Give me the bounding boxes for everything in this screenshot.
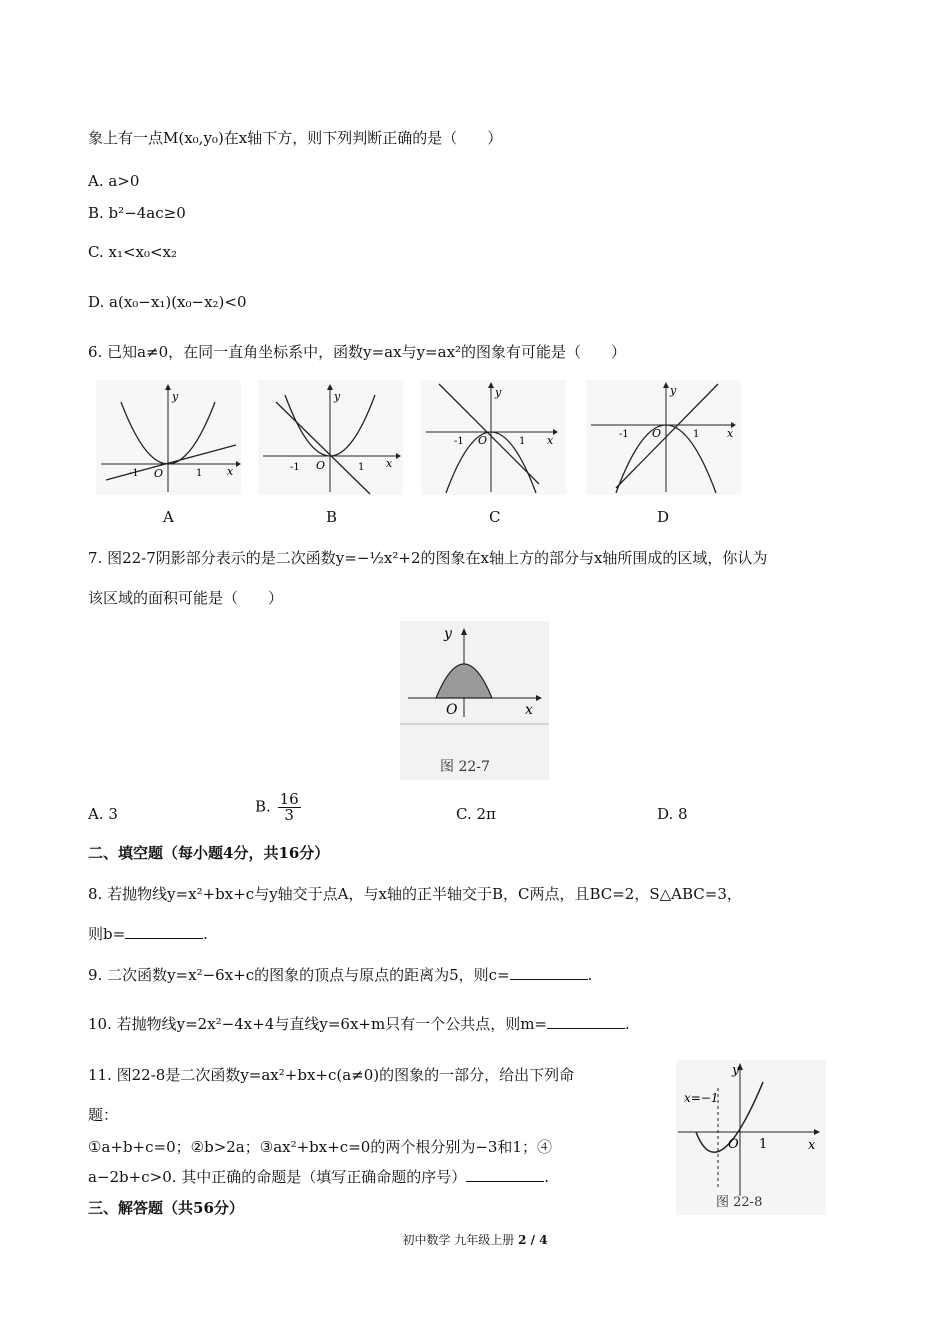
svg-text:x: x — [547, 434, 554, 447]
svg-text:O: O — [446, 702, 458, 718]
q7-option-b-prefix: B. — [255, 797, 271, 816]
q7-option-a: A. 3 — [88, 805, 118, 823]
q10-answer-blank[interactable] — [547, 1014, 625, 1029]
q8-answer-blank[interactable] — [125, 924, 203, 939]
q10-suffix: . — [625, 1015, 630, 1033]
page-footer — [0, 1231, 950, 1248]
svg-text:-1: -1 — [454, 436, 464, 447]
q9-prefix: 9. 二次函数y=x²−6x+c的图象的顶点与原点的距离为5，则c= — [88, 966, 510, 984]
svg-text:y: y — [495, 386, 502, 399]
q7-figure — [400, 621, 549, 780]
q8-line1: 8. 若抛物线y=x²+bx+c与y轴交于点A，与x轴的正半轴交于B，C两点，且BC=2，S△ABC=3， — [88, 885, 742, 903]
q7-graph — [400, 621, 549, 780]
section-2-heading: 二、填空题（每小题4分，共16分） — [88, 844, 330, 862]
q11-prefix: a−2b+c>0. 其中正确的命题是（填写正确命题的序号） — [88, 1168, 467, 1186]
q7-figure-caption: 图 22-7 — [440, 759, 490, 775]
q10-prefix: 10. 若抛物线y=2x²−4x+4与直线y=6x+m只有一个公共点，则m= — [88, 1015, 547, 1033]
q7-option-c: C. 2π — [456, 805, 496, 823]
q7-option-b-denominator: 3 — [284, 806, 294, 824]
q10-line — [88, 1014, 630, 1034]
q11-line2: 题： — [88, 1106, 119, 1124]
svg-text:1: 1 — [519, 436, 526, 447]
q7-stem-line1: 7. 图22-7阴影部分表示的是二次函数y=−½x²+2的图象在x轴上方的部分与x轴所围成的区域，你认为 — [88, 549, 768, 567]
q11-figure-label: x=−1 — [684, 1091, 719, 1105]
q11-graph — [676, 1060, 826, 1215]
svg-text:-1: -1 — [619, 429, 629, 440]
svg-text:O: O — [728, 1137, 739, 1152]
svg-text:-1: -1 — [129, 468, 139, 479]
q5-option-b: B. b²−4ac≥0 — [88, 204, 186, 222]
q6-figure-b — [258, 380, 403, 495]
q8-prefix: 则b= — [88, 925, 126, 943]
footer-page-number: 2 / 4 — [518, 1233, 548, 1247]
q7-option-b-numerator: 16 — [279, 790, 299, 808]
q6-graph-d — [586, 380, 741, 495]
svg-text:O: O — [478, 434, 488, 447]
q6-label-c: C — [489, 508, 501, 526]
q11-suffix: . — [544, 1168, 550, 1186]
q11-answer-blank[interactable] — [466, 1167, 544, 1182]
svg-text:O: O — [316, 459, 326, 472]
q7-option-d: D. 8 — [657, 805, 688, 823]
q6-stem: 6. 已知a≠0，在同一直角坐标系中，函数y=ax与y=ax²的图象有可能是（ ） — [88, 343, 627, 361]
q6-figure-d — [586, 380, 741, 495]
svg-text:y: y — [732, 1063, 740, 1078]
q6-graph-c — [421, 380, 566, 495]
svg-text:O: O — [652, 427, 662, 440]
svg-text:1: 1 — [693, 429, 700, 440]
svg-text:x: x — [808, 1138, 816, 1153]
svg-text:y: y — [172, 390, 179, 403]
q6-label-d: D — [657, 508, 670, 526]
q7-option-b — [255, 792, 303, 823]
svg-text:1: 1 — [759, 1137, 768, 1152]
q11-line3: ①a+b+c=0；②b>2a；③ax²+bx+c=0的两个根分别为−3和1；④ — [88, 1138, 552, 1156]
q9-line — [88, 965, 592, 985]
svg-text:x: x — [227, 465, 234, 478]
q6-figure-c — [421, 380, 566, 495]
q9-suffix: . — [587, 966, 593, 984]
q11-line1: 11. 图22-8是二次函数y=ax²+bx+c(a≠0)的图象的一部分，给出下列命 — [88, 1066, 575, 1084]
q5-stem: 象上有一点M(x₀,y₀)在x轴下方，则下列判断正确的是（ ） — [88, 129, 503, 147]
q8-suffix: . — [203, 925, 208, 943]
svg-text:y: y — [444, 626, 452, 642]
svg-text:y: y — [334, 390, 341, 403]
q6-graph-a — [96, 380, 241, 495]
svg-text:1: 1 — [358, 462, 365, 473]
footer-subject: 初中数学 九年级上册 — [402, 1233, 515, 1247]
q9-answer-blank[interactable] — [510, 965, 588, 980]
q6-figure-a — [96, 380, 241, 495]
svg-text:-1: -1 — [290, 462, 300, 473]
q11-figure — [676, 1060, 826, 1215]
q5-option-c: C. x₁<x₀<x₂ — [88, 243, 178, 261]
svg-text:1: 1 — [196, 468, 203, 479]
svg-text:x: x — [525, 702, 533, 718]
svg-text:x: x — [727, 427, 734, 440]
svg-text:y: y — [670, 384, 677, 397]
q6-label-a: A — [163, 508, 174, 526]
q8-line2 — [88, 924, 208, 944]
q6-label-b: B — [326, 508, 338, 526]
svg-text:O: O — [154, 467, 164, 480]
q6-graph-b — [258, 380, 403, 495]
q11-figure-caption: 图 22-8 — [716, 1195, 763, 1210]
q11-line4 — [88, 1167, 549, 1187]
q5-option-a: A. a>0 — [88, 172, 140, 190]
section-3-heading: 三、解答题（共56分） — [88, 1199, 244, 1217]
q5-option-d: D. a(x₀−x₁)(x₀−x₂)<0 — [88, 293, 247, 311]
q7-option-b-fraction — [278, 792, 301, 823]
svg-text:x: x — [386, 457, 393, 470]
q7-stem-line2: 该区域的面积可能是（ ） — [88, 589, 284, 607]
